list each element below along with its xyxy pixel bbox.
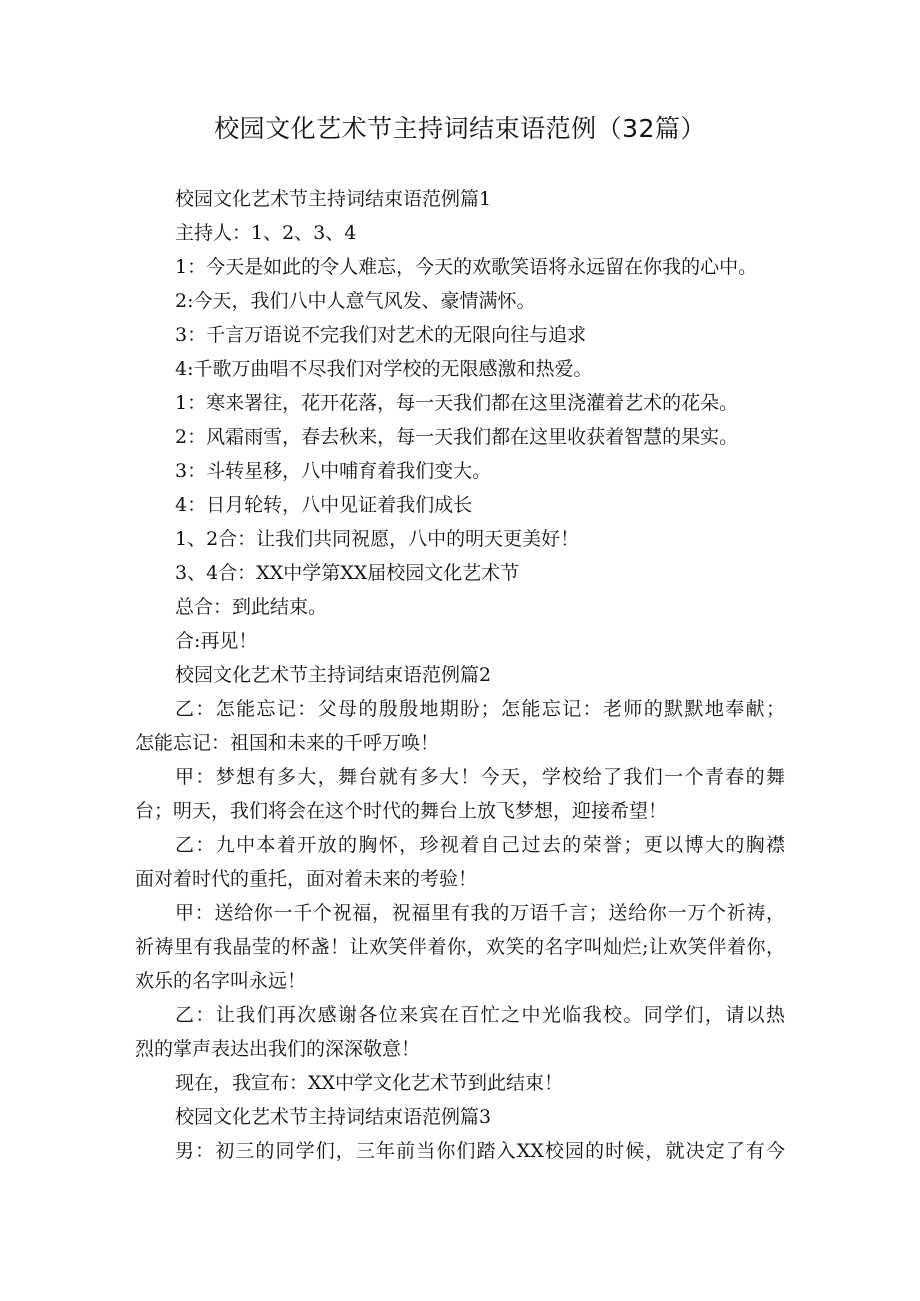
- paragraph-line: 2：风霜雨雪，春去秋来，每一天我们都在这里收获着智慧的果实。: [175, 426, 739, 448]
- paragraph-line: 乙：让我们再次感谢各位来宾在百忙之中光临我校。同学们，请以热: [175, 1004, 785, 1026]
- section-heading-2: 校园文化艺术节主持词结束语范例篇2: [175, 664, 492, 686]
- paragraph-line: 乙：怎能忘记：父母的殷殷地期盼；怎能忘记：老师的默默地奉献；: [175, 698, 785, 720]
- paragraph-line: 2:今天，我们八中人意气风发、豪情满怀。: [175, 290, 536, 312]
- paragraph-line: 祈祷里有我晶莹的杯盏！让欢笑伴着你，欢笑的名字叫灿烂;让欢笑伴着你，: [135, 936, 785, 958]
- paragraph-line: 台；明天，我们将会在这个时代的舞台上放飞梦想，迎接希望！: [135, 800, 668, 822]
- document-title: 校园文化艺术节主持词结束语范例（32篇）: [214, 114, 706, 143]
- paragraph-line: 3：千言万语说不完我们对艺术的无限向往与追求: [175, 324, 587, 346]
- paragraph-line: 男：初三的同学们，三年前当你们踏入XX校园的时候，就决定了有今: [175, 1140, 785, 1162]
- paragraph-line: 1、2合：让我们共同祝愿，八中的明天更美好！: [175, 528, 580, 550]
- paragraph-line: 面对着时代的重托，面对着未来的考验！: [135, 868, 478, 890]
- paragraph-line: 乙：九中本着开放的胸怀，珍视着自己过去的荣誉；更以博大的胸襟: [175, 834, 785, 856]
- paragraph-line: 1：寒来署往，花开花落，每一天我们都在这里浇灌着艺术的花朵。: [175, 392, 739, 414]
- paragraph-line: 总合：到此结束。: [175, 596, 328, 618]
- paragraph-line: 1：今天是如此的令人难忘，今天的欢歌笑语将永远留在你我的心中。: [175, 256, 758, 278]
- paragraph-line: 甲：梦想有多大，舞台就有多大！今天，学校给了我们一个青春的舞: [175, 766, 785, 788]
- paragraph-line: 3：斗转星移，八中哺育着我们变大。: [175, 460, 492, 482]
- paragraph-line: 欢乐的名字叫永远！: [135, 970, 307, 992]
- paragraph-line: 主持人：1、2、3、4: [175, 222, 357, 244]
- paragraph-line: 4：日月轮转，八中见证着我们成长: [175, 494, 473, 516]
- section-heading-3: 校园文化艺术节主持词结束语范例篇3: [175, 1106, 492, 1128]
- paragraph-line: 4:千歌万曲唱不尽我们对学校的无限感激和热爱。: [175, 358, 593, 380]
- paragraph-line: 合:再见！: [175, 630, 258, 652]
- paragraph-line: 现在，我宣布：XX中学文化艺术节到此结束！: [175, 1072, 564, 1094]
- section-heading-1: 校园文化艺术节主持词结束语范例篇1: [175, 188, 492, 210]
- paragraph-line: 3、4合：XX中学第XX届校园文化艺术节: [175, 562, 520, 584]
- paragraph-line: 怎能忘记：祖国和未来的千呼万唤！: [135, 732, 440, 754]
- document-body: [135, 182, 785, 1168]
- paragraph-line: 烈的掌声表达出我们的深深敬意！: [135, 1038, 421, 1060]
- paragraph-line: 甲：送给你一千个祝福，祝福里有我的万语千言；送给你一万个祈祷，: [175, 902, 785, 924]
